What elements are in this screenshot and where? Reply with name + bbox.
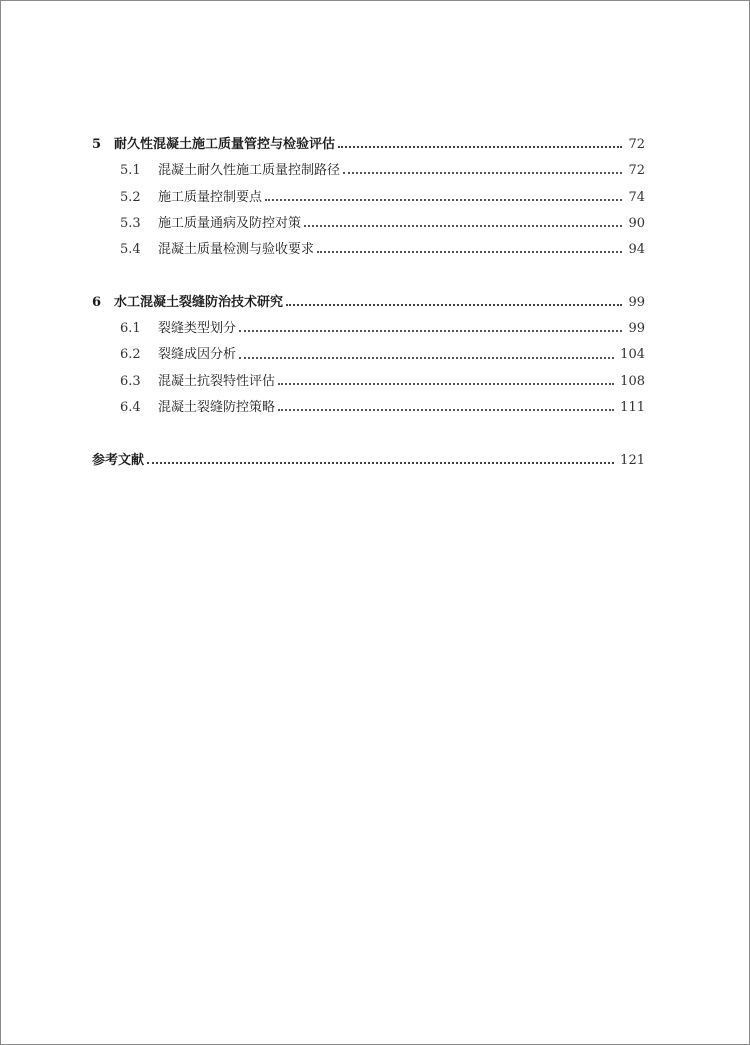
section-number: 6.4 xyxy=(120,399,141,415)
page-number: 99 xyxy=(628,321,645,337)
section-title: 裂缝成因分析 xyxy=(158,347,237,363)
toc-references[interactable] xyxy=(92,448,645,474)
dot-leader xyxy=(278,409,614,411)
page-number: 104 xyxy=(620,347,645,363)
toc-item-6-2[interactable] xyxy=(92,342,645,368)
page-number: 72 xyxy=(628,137,645,152)
spacer xyxy=(92,421,645,447)
toc-item-5-1[interactable] xyxy=(92,158,645,184)
toc-item-5-3[interactable] xyxy=(92,211,645,237)
toc-item-5-4[interactable] xyxy=(92,237,645,263)
toc-chapter-5[interactable] xyxy=(92,132,645,158)
spacer xyxy=(92,263,645,289)
section-title: 裂缝类型划分 xyxy=(158,321,237,337)
section-number: 5.1 xyxy=(120,163,141,179)
section-title: 混凝土抗裂特性评估 xyxy=(158,373,276,389)
chapter-title: 耐久性混凝土施工质量管控与检验评估 xyxy=(114,137,336,152)
references-title: 参考文献 xyxy=(92,452,145,468)
page-number: 111 xyxy=(620,399,645,415)
section-title: 混凝土裂缝防控策略 xyxy=(158,399,276,415)
section-number: 5.3 xyxy=(120,215,141,231)
dot-leader xyxy=(304,225,622,227)
dot-leader xyxy=(239,357,614,359)
section-title: 施工质量通病及防控对策 xyxy=(158,215,302,231)
chapter-number: 6 xyxy=(92,294,102,310)
chapter-title: 水工混凝土裂缝防治技术研究 xyxy=(114,294,284,310)
page-number: 94 xyxy=(628,242,645,258)
dot-leader xyxy=(265,199,622,201)
toc-item-6-3[interactable] xyxy=(92,369,645,395)
dot-leader xyxy=(343,172,622,174)
toc-chapter-6[interactable] xyxy=(92,290,645,316)
dot-leader xyxy=(239,330,622,332)
page-number: 74 xyxy=(628,189,645,205)
page-number: 121 xyxy=(620,452,645,468)
dot-leader xyxy=(278,383,614,385)
page-number: 99 xyxy=(628,294,645,310)
toc-item-6-1[interactable] xyxy=(92,316,645,342)
table-of-contents xyxy=(92,132,645,474)
section-number: 6.2 xyxy=(120,347,141,363)
dot-leader xyxy=(317,251,622,253)
section-title: 施工质量控制要点 xyxy=(158,189,263,205)
toc-item-6-4[interactable] xyxy=(92,395,645,421)
page-number: 72 xyxy=(628,163,645,179)
dot-leader xyxy=(286,304,622,306)
section-title: 混凝土耐久性施工质量控制路径 xyxy=(158,163,341,179)
chapter-number: 5 xyxy=(92,137,102,152)
dot-leader xyxy=(338,146,622,148)
section-number: 5.2 xyxy=(120,189,141,205)
page-number: 108 xyxy=(620,373,645,389)
section-number: 6.1 xyxy=(120,321,141,337)
section-title: 混凝土质量检测与验收要求 xyxy=(158,242,315,258)
section-number: 6.3 xyxy=(120,373,141,389)
dot-leader xyxy=(147,462,614,464)
page-number: 90 xyxy=(628,215,645,231)
toc-item-5-2[interactable] xyxy=(92,185,645,211)
section-number: 5.4 xyxy=(120,242,141,258)
